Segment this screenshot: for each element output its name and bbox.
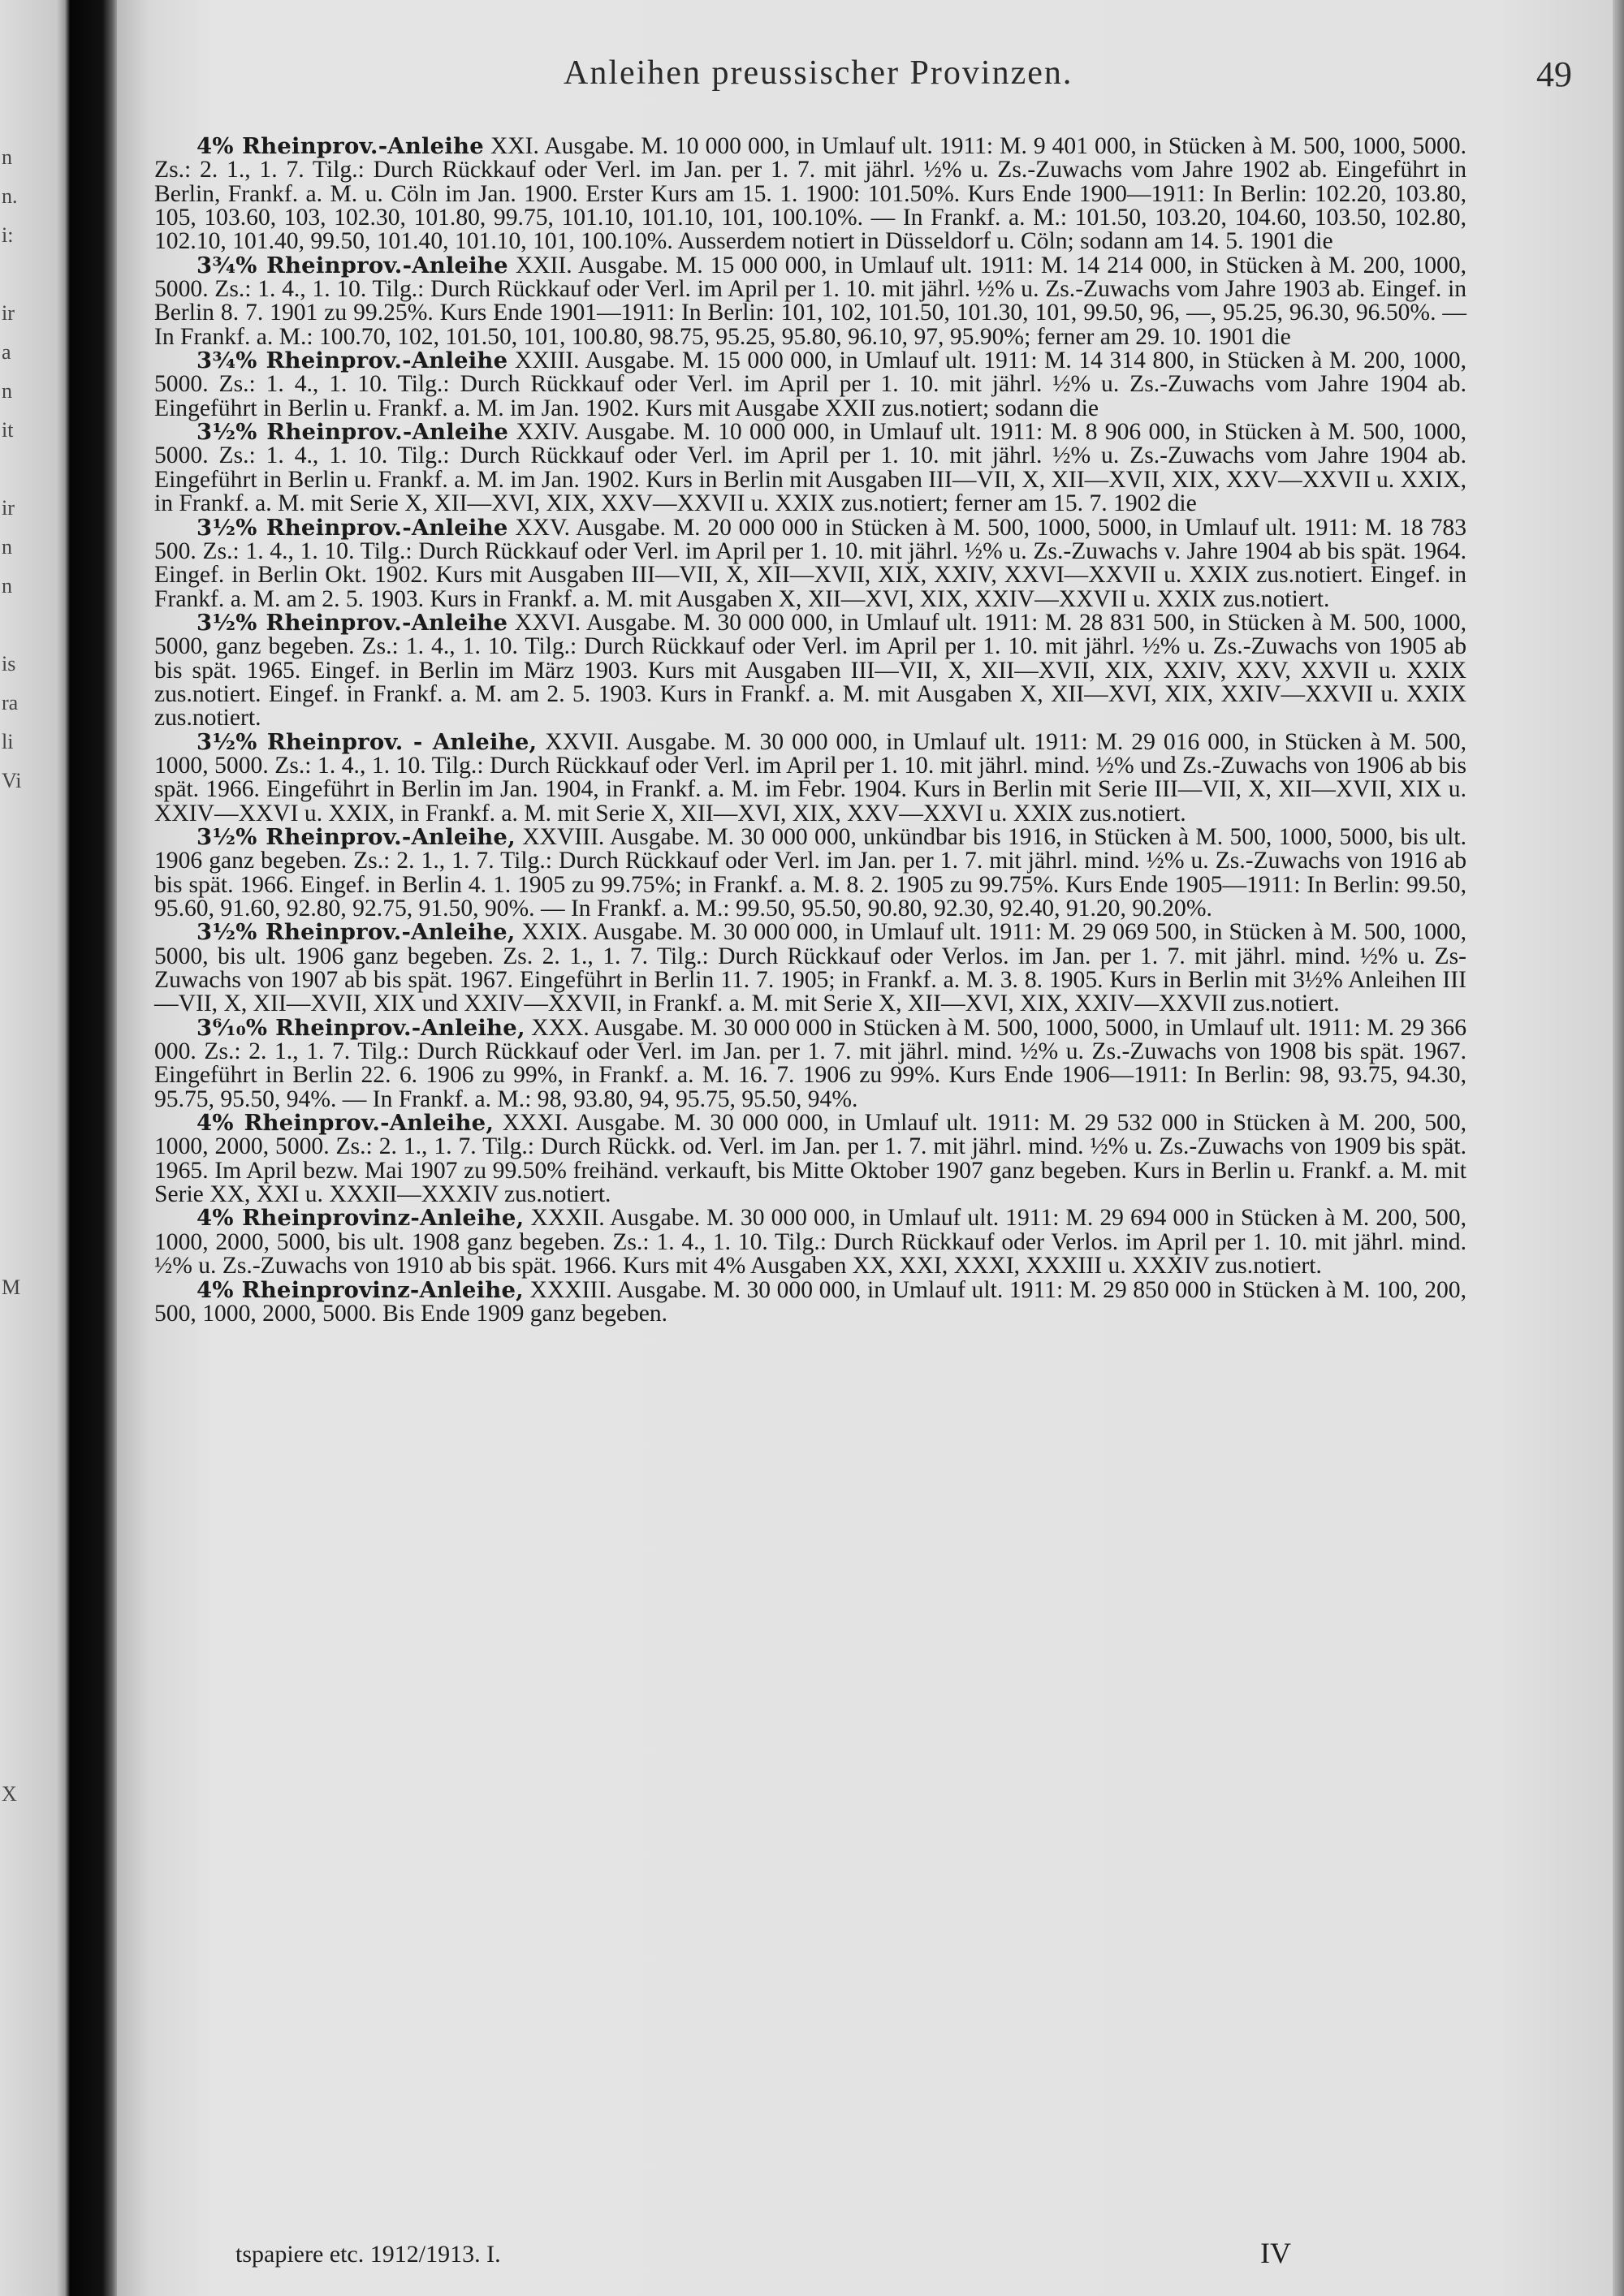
bond-heading xyxy=(197,1110,494,1136)
facing-page-fragment xyxy=(2,1580,28,1619)
bond-description: XXIII. Ausgabe. M. 15 000 000, in Umlauf ult. 1911: M. 14 314 800, in Stücken à M. 200, 1000, 5000. Zs.: 1. 4., 1. 10. Tilg.: Durch Rückkauf oder Verl. im April per 1. 10. mit jährl. ½% u. Zs.-Zuwachs vom Jahre 1904 ab. Eingeführt in Berlin u. Frankf. a. M. im Jan. 1902. Kurs mit Ausgabe XXII zus.notiert; sodann die xyxy=(154,347,1467,421)
bond-rate: 3½% xyxy=(197,419,257,446)
bond-description: XXII. Ausgabe. M. 15 000 000, in Umlauf ult. 1911: M. 14 214 000, in Stücken à M. 200, 1000, 5000. Zs.: 1. 4., 1. 10. Tilg.: Durch Rückkauf oder Verl. im April per 1. 10. mit jährl. ½% u. Zs.-Zuwachs vom Jahre 1903 ab. Eingef. in Berlin 8. 7. 1901 zu 99.25%. Kurs Ende 1901—1911: In Berlin: 101, 102, 101.50, 101.30, 101, 99.50, 96, —, 95.25, 96.30, 96.50%. — In Frankf. a. M.: 100.70, 102, 101.50, 101, 100.80, 98.75, 95.25, 95.80, 96.10, 97, 95.90%; ferner am 29. 10. 1901 die xyxy=(154,252,1466,350)
facing-page-fragment: a xyxy=(2,340,11,364)
facing-page-fragment xyxy=(2,1736,28,1775)
facing-page-fragment: n xyxy=(2,379,12,403)
bond-heading xyxy=(197,824,516,850)
bond-description: XXVIII. Ausgabe. M. 30 000 000, unkündbar bis 1916, in Stücken à M. 500, 1000, 5000, bis ult. 1906 ganz begeben. Zs.: 2. 1., 1. 7. Tilg.: Durch Rückkauf oder Verl. im Jan. per 1. 7. mit jährl. mind. ½% u. Zs.-Zuwachs von 1916 ab bis spät. 1966. Eingef. in Berlin 4. 1. 1905 zu 99.75%; in Frankf. a. M. 8. 2. 1905 zu 99.75%. Kurs Ende 1905—1911: In Berlin: 99.50, 95.60, 91.60, 92.80, 92.75, 91.50, 90%. — In Frankf. a. M.: 99.50, 95.50, 90.80, 92.30, 92.40, 91.20, 90.20%. xyxy=(154,823,1466,921)
bond-rate: 3½% xyxy=(197,823,257,850)
running-head-title: Anleihen preussischer Provinzen. xyxy=(564,54,1073,92)
bond-rate: 4% xyxy=(197,1110,234,1137)
bond-entry xyxy=(154,1111,1466,1206)
facing-page-fragment xyxy=(2,1658,28,1697)
facing-page-fragment xyxy=(2,606,28,645)
facing-page-fragment xyxy=(2,1541,28,1580)
bond-heading xyxy=(197,515,508,541)
facing-page-fragment xyxy=(2,1151,28,1190)
facing-page-fragment: X xyxy=(2,1782,17,1806)
facing-page-fragment xyxy=(2,1307,28,1346)
facing-page-fragment xyxy=(2,1424,28,1463)
facing-page-fragment xyxy=(2,1346,28,1385)
bond-heading xyxy=(197,919,516,945)
bond-name: Rheinprov.-Anleihe xyxy=(266,252,508,278)
facing-page-fragment xyxy=(2,1229,28,1268)
bond-description: XXI. Ausgabe. M. 10 000 000, in Umlauf ult. 1911: M. 9 401 000, in Stücken à M. 500, 1000, 5000. Zs.: 2. 1., 1. 7. Tilg.: Durch Rückkauf oder Verl. im Jan. per 1. 7. mit jährl. ½% u. Zs.-Zuwachs vom Jahre 1902 ab. Eingeführt in Berlin, Frankf. a. M. u. Cöln im Jan. 1900. Erster Kurs am 15. 1. 1900: 101.50%. Kurs Ende 1900—1911: In Berlin: 102.20, 103.80, 105, 103.60, 103, 102.30, 101.80, 99.75, 101.10, 101.10, 101, 100.10%. — In Frankf. a. M.: 101.50, 103.20, 104.60, 103.50, 102.80, 102.10, 101.40, 99.50, 101.40, 101.10, 101, 100.10%. Ausserdem notiert in Düsseldorf u. Cöln; sodann am 14. 5. 1901 die xyxy=(154,133,1467,255)
bond-description: XXV. Ausgabe. M. 20 000 000 in Stücken à M. 500, 1000, 5000, in Umlauf ult. 1911: M. 18 783 500. Zs.: 1. 4., 1. 10. Tilg.: Durch Rückkauf oder Verl. im April per 1. 10. mit jährl. ½% u. Zs.-Zuwachs v. Jahre 1904 ab bis spät. 1964. Eingef. in Berlin Okt. 1902. Kurs mit Ausgaben III—VII, X, XII—XVII, XIX, XXIV, XXVI—XXVII u. XXIX zus.notiert. Eingef. in Frankf. a. M. am 2. 5. 1903. Kurs in Frankf. a. M. mit Ausgaben X, XII—XVI, XIX, XXIV—XXVII u. XXIX zus.notiert. xyxy=(154,514,1467,612)
bond-entry xyxy=(154,1206,1466,1278)
facing-page-fragment: n. xyxy=(2,184,18,208)
bond-heading xyxy=(197,419,508,445)
facing-page-fragment: M xyxy=(2,1275,21,1299)
facing-page-fragment xyxy=(2,450,28,489)
facing-page-fragment xyxy=(2,1190,28,1229)
page-footer xyxy=(235,2237,1470,2273)
facing-page-fragment xyxy=(2,1619,28,1658)
footer-sheet-mark: IV xyxy=(1260,2237,1291,2269)
bond-description: XXIX. Ausgabe. M. 30 000 000, in Umlauf ult. 1911: M. 29 069 500, in Stücken à M. 500, 1000, 5000, bis ult. 1906 ganz begeben. Zs. 2. 1., 1. 7. Tilg.: Durch Rückkauf oder Verlos. im Jan. per 1. 7. mit jährl. mind. ½% u. Zs-Zuwachs von 1907 ab bis spät. 1967. Eingeführt in Berlin 11. 7. 1905; in Frankf. a. M. 3. 8. 1905. Kurs in Berlin mit 3½% Anleihen III—VII, X, XII—XVII, XIX und XXIV—XXVII, in Frankf. a. M. mit Serie X, XII—XVI, XIX, XXIV—XXVII zus.notiert. xyxy=(154,919,1466,1017)
bond-rate: 3½% xyxy=(197,514,257,541)
bond-heading xyxy=(197,610,508,636)
bond-name: Rheinprovinz-Anleihe, xyxy=(241,1276,524,1303)
facing-page-fragment: ra xyxy=(2,691,19,714)
facing-page-fragment xyxy=(2,1034,28,1073)
bond-rate: 3¾% xyxy=(197,347,257,374)
bond-heading xyxy=(197,133,484,159)
bond-rate: 3¾% xyxy=(197,252,257,278)
bond-description: XXVII. Ausgabe. M. 30 000 000, in Umlauf ult. 1911: M. 29 016 000, in Stücken à M. 500, 1000, 5000. Zs.: 1. 4., 1. 10. Tilg.: Durch Rückkauf oder Verl. im April per 1. 10. mit jährl. mind. ½% und Zs.-Zuwachs von 1906 ab bis spät. 1966. Eingeführt in Berlin im Jan. 1904, in Frankf. a. M. im Febr. 1904. Kurs in Berlin mit Serie III—VII, X, XII—XVII, XIX u. XXIV—XXVI u. XXIX, in Frankf. a. M. mit Serie X, XII—XVI, XIX, XXV—XXVI u. XXIX zus.notiert. xyxy=(154,728,1467,826)
bond-entry xyxy=(154,349,1466,421)
page-right-edge xyxy=(1613,0,1624,2296)
bond-name: Rheinprov.-Anleihe, xyxy=(275,1014,525,1041)
bond-heading xyxy=(197,252,508,278)
bond-description: XXIV. Ausgabe. M. 10 000 000, in Umlauf ult. 1911: M. 8 906 000, in Stücken à M. 500, 1000, 5000. Zs.: 1. 4., 1. 10. Tilg.: Durch Rückkauf oder Verl. im April per 1. 10. mit jährl. ½% u. Zs.-Zuwachs vom Jahre 1904 ab. Eingeführt in Berlin u. Frankf. a. M. im Jan. 1902. Kurs in Berlin mit Ausgaben III—VII, X, XII—XVII, XIX, XXV—XXVII u. XXIX, in Frankf. a. M. mit Serie X, XII—XVI, XIX, XXV—XXVII u. XXIX zus.notiert; ferner am 15. 7. 1902 die xyxy=(154,419,1466,517)
facing-page-fragment: ir xyxy=(2,301,15,325)
bond-description: XXXIII. Ausgabe. M. 30 000 000, in Umlauf ult. 1911: M. 29 850 000 in Stücken à M. 100, 200, 500, 1000, 2000, 5000. Bis Ende 1909 ganz begeben. xyxy=(154,1276,1466,1327)
facing-page-fragment: i: xyxy=(2,223,14,247)
bond-name: Rheinprov.-Anleihe xyxy=(266,609,508,636)
bond-heading xyxy=(197,347,508,373)
bond-name: Rheinprov.-Anleihe, xyxy=(244,1110,495,1137)
facing-page-fragment xyxy=(2,1073,28,1112)
facing-page-fragment: n xyxy=(2,574,12,598)
bond-name: Rheinprov.-Anleihe xyxy=(266,419,509,446)
bond-heading xyxy=(197,1015,525,1041)
facing-page-fragment: it xyxy=(2,418,14,442)
facing-page-fragment xyxy=(2,995,28,1034)
facing-page-fragment xyxy=(2,1385,28,1424)
running-head xyxy=(117,54,1624,102)
bond-rate: 3½% xyxy=(197,728,257,755)
facing-page-fragment xyxy=(2,839,28,878)
bond-description: XXX. Ausgabe. M. 30 000 000 in Stücken à M. 500, 1000, 5000, in Umlauf ult. 1911: M. 29 366 000. Zs.: 2. 1., 1. 7. Tilg.: Durch Rückkauf oder Verl. im Jan. per 1. 7. mit jährl. mind. ½% u. Zs.-Zuwachs von 1908 bis spät. 1967. Eingeführt in Berlin 22. 6. 1906 zu 99%, in Frankf. a. M. 16. 7. 1906 zu 99%. Kurs Ende 1906—1911: In Berlin: 98, 93.75, 94.30, 95.75, 95.50, 94%. — In Frankf. a. M.: 98, 93.80, 94, 95.75, 95.50, 94%. xyxy=(154,1014,1466,1112)
page-number: 49 xyxy=(1536,54,1572,94)
facing-page-fragment: n xyxy=(2,535,12,559)
bond-name: Rheinprov.-Anleihe xyxy=(266,347,508,374)
bond-rate: 4% xyxy=(197,1276,234,1303)
bond-rate: 3½% xyxy=(197,609,257,636)
facing-page-fragment xyxy=(2,255,28,294)
bond-entry xyxy=(154,421,1466,516)
bond-entry xyxy=(154,516,1466,611)
bond-entry xyxy=(154,1016,1466,1111)
bond-heading xyxy=(197,1205,524,1231)
bond-rate: 3⁶⁄₁₀% xyxy=(197,1014,268,1041)
facing-page-fragment: Vi xyxy=(2,769,22,792)
bond-name: Rheinprovinz-Anleihe, xyxy=(242,1205,525,1232)
facing-page-fragment xyxy=(2,878,28,917)
facing-page-fragment: n xyxy=(2,145,12,169)
book-gutter xyxy=(70,0,117,2296)
bond-heading xyxy=(197,729,537,755)
facing-page-edge xyxy=(0,0,70,2296)
facing-page-fragments xyxy=(2,138,28,1814)
facing-page-fragment: ir xyxy=(2,496,15,520)
bond-name: Rheinprov.-Anleihe, xyxy=(266,823,516,850)
footer-signature-text: tspapiere etc. 1912/1913. I. xyxy=(235,2241,501,2268)
facing-page-fragment: is xyxy=(2,652,16,675)
bond-name: Rheinprov.-Anleihe xyxy=(242,133,484,159)
facing-page-fragment xyxy=(2,956,28,995)
bond-description: XXVI. Ausgabe. M. 30 000 000, in Umlauf ult. 1911: M. 28 831 500, in Stücken à M. 500, 1000, 5000, ganz begeben. Zs.: 1. 4., 1. 10. Tilg.: Durch Rückkauf oder Verl. im April per 1. 10. mit jährl. ½% u. Zs.-Zuwachs von 1905 ab bis spät. 1965. Eingef. in Berlin im März 1903. Kurs mit Ausgaben III—VII, X, XII—XVII, XIX, XXIV, XXV, XXVII u. XXIX zus.notiert. Eingef. in Frankf. a. M. am 2. 5. 1903. Kurs in Frankf. a. M. mit Ausgaben X, XII—XVI, XIX, XXIV—XXVII u. XXIX zus.notiert. xyxy=(154,609,1466,732)
facing-page-fragment xyxy=(2,1502,28,1541)
bond-rate: 4% xyxy=(197,133,234,159)
bond-rate: 3½% xyxy=(197,919,257,946)
bond-entry xyxy=(154,728,1467,826)
bond-entries xyxy=(154,135,1466,1326)
facing-page-fragment xyxy=(2,917,28,956)
bond-description: XXXII. Ausgabe. M. 30 000 000, in Umlauf ult. 1911: M. 29 694 000 in Stücken à M. 200, 500, 1000, 2000, 5000, bis ult. 1908 ganz begeben. Zs.: 1. 4., 1. 10. Tilg.: Durch Rückkauf oder Verlos. im April per 1. 10. mit jährl. mind. ½% u. Zs.-Zuwachs von 1910 ab bis spät. 1966. Kurs mit 4% Ausgaben XX, XXI, XXXI, XXXIII u. XXXIV zus.notiert. xyxy=(154,1205,1467,1280)
facing-page-fragment xyxy=(2,1112,28,1151)
bond-description: XXXI. Ausgabe. M. 30 000 000, in Umlauf ult. 1911: M. 29 532 000 in Stücken à M. 200, 500, 1000, 2000, 5000. Zs.: 2. 1., 1. 7. Tilg.: Durch Rückk. od. Verl. im Jan. per 1. 7. mit jährl. mind. ½% u. Zs.-Zuwachs von 1909 bis spät. 1965. Im April bezw. Mai 1907 zu 99.50% freihänd. verkauft, bis Mitte Oktober 1907 ganz begeben. Kurs in Berlin u. Frankf. a. M. mit Serie XX, XXI u. XXXII—XXXIV zus.notiert. xyxy=(154,1110,1467,1208)
bond-entry xyxy=(154,1276,1466,1327)
bond-name: Rheinprov.-Anleihe, xyxy=(265,919,516,946)
facing-page-fragment: li xyxy=(2,730,14,753)
bond-heading xyxy=(197,1277,524,1303)
bond-entry xyxy=(154,611,1466,731)
bond-name: Rheinprov. - Anleihe, xyxy=(266,728,538,755)
bond-entry xyxy=(154,135,1466,254)
bond-entry xyxy=(154,254,1466,349)
facing-page-fragment xyxy=(2,1463,28,1502)
facing-page-fragment xyxy=(2,801,28,839)
bond-entry xyxy=(154,823,1466,921)
bond-entry xyxy=(154,921,1466,1016)
bond-rate: 4% xyxy=(197,1205,234,1232)
bond-name: Rheinprov.-Anleihe xyxy=(266,514,508,541)
facing-page-fragment xyxy=(2,1697,28,1736)
